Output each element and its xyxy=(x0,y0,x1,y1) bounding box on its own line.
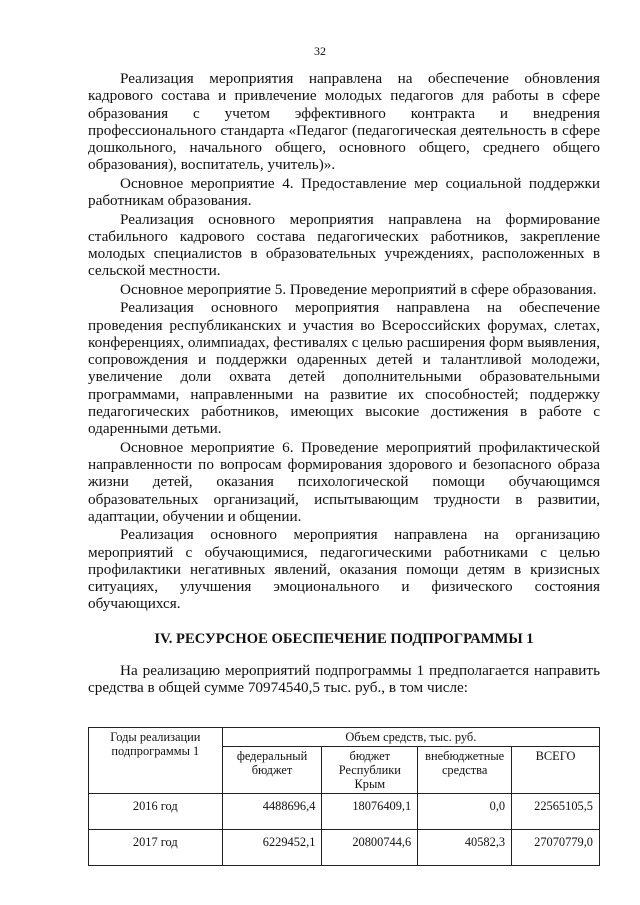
cell-year: 2017 год xyxy=(89,830,223,866)
table-row xyxy=(89,830,600,866)
header-years: Годы реализации подпрограммы 1 xyxy=(89,728,223,794)
paragraph: Реализация мероприятия направлена на обеспечение обновления кадрового состава и привлечение молодых педагогов для работы в сфере образования с учетом эффективного контракта и внедрения профессионального стандарта «Педагог (педагогическая деятельность в сфере дошкольного, начального общего, основного общего, среднего общего образования), воспитатель, учитель)». xyxy=(88,70,600,174)
cell-total: 27070779,0 xyxy=(512,830,600,866)
header-extra: внебюджетные средства xyxy=(418,747,512,794)
cell-republic: 18076409,1 xyxy=(322,794,418,830)
cell-year: 2016 год xyxy=(89,794,223,830)
page-number: 32 xyxy=(314,44,326,58)
budget-table xyxy=(88,727,600,866)
header-federal: федеральный бюджет xyxy=(222,747,322,794)
header-republic: бюджет Республики Крым xyxy=(322,747,418,794)
section-heading: IV. РЕСУРСНОЕ ОБЕСПЕЧЕНИЕ ПОДПРОГРАММЫ 1 xyxy=(154,630,534,647)
cell-extra: 0,0 xyxy=(418,794,512,830)
document-body xyxy=(88,70,600,698)
paragraph: Основное мероприятие 6. Проведение мероприятий профилактической направленности по вопросам формирования здорового и безопасного образа жизни детей, оказания психологической помощи обучающимся образовательных организаций, испытывающим трудности в развитии, адаптации, обучении и общении. xyxy=(88,438,600,525)
cell-federal: 6229452,1 xyxy=(222,830,322,866)
table-row xyxy=(89,794,600,830)
cell-federal: 4488696,4 xyxy=(222,794,322,830)
header-total: ВСЕГО xyxy=(512,747,600,794)
paragraph: Реализация основного мероприятия направлена на формирование стабильного кадрового состава педагогических работников, закрепление молодых специалистов в образовательных учреждениях, расположенных в сельской местности. xyxy=(88,210,600,280)
paragraph: Реализация основного мероприятия направлена на организацию мероприятий с обучающимися, педагогическими работниками с целью профилактики негативных явлений, оказания помощи детям в кризисных ситуациях, улучшения эмоционального и физического состояния обучающихся. xyxy=(88,526,600,613)
paragraph: Основное мероприятие 4. Предоставление мер социальной поддержки работникам образования. xyxy=(88,174,600,210)
paragraph: Реализация основного мероприятия направлена на обеспечение проведения республиканских и участия во Всероссийских форумах, слетах, конференциях, олимпиадах, фестивалях с целью расширения форм выявления, сопровождения и поддержки одаренных детей и талантливой молодежи, увеличение доли охвата детей дополнительными образовательными программами, направленными на развитие их способностей; поддержку педагогических работников, имеющих высокие достижения в работе с одаренными детьми. xyxy=(88,299,600,438)
cell-republic: 20800744,6 xyxy=(322,830,418,866)
header-funds: Объем средств, тыс. руб. xyxy=(222,728,599,747)
cell-extra: 40582,3 xyxy=(418,830,512,866)
paragraph: Основное мероприятие 5. Проведение мероприятий в сфере образования. xyxy=(120,280,597,298)
intro-paragraph: На реализацию мероприятий подпрограммы 1 предполагается направить средства в общей сумме 70974540,5 тыс. руб., в том числе: xyxy=(88,662,600,697)
cell-total: 22565105,5 xyxy=(512,794,600,830)
table-header-row xyxy=(89,728,600,747)
